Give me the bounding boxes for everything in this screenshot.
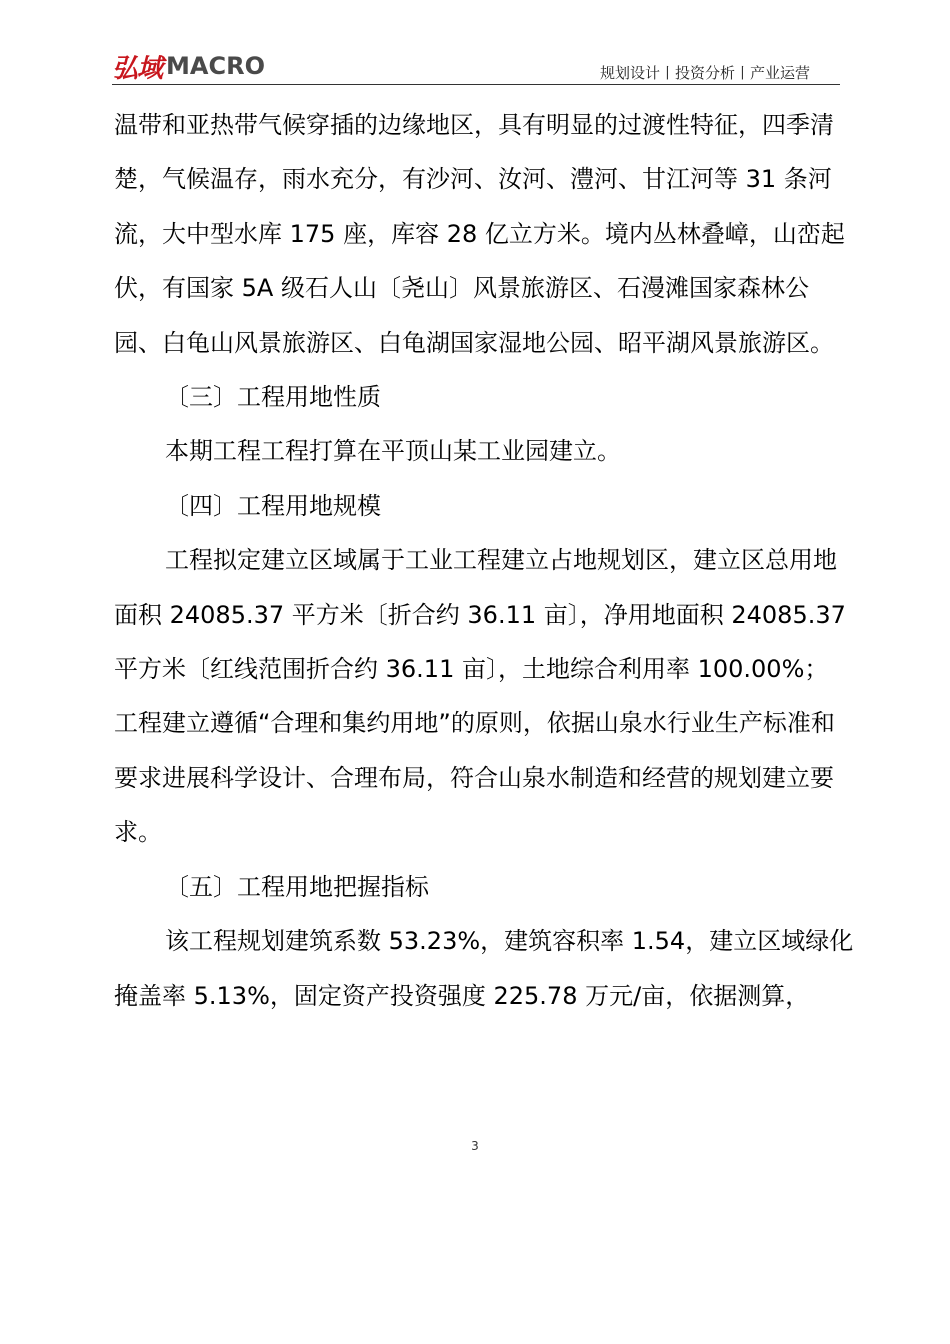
paragraph-climate-rivers: 温带和亚热带气候穿插的边缘地区，具有明显的过渡性特征，四季清楚，气候温存，雨水充分，有沙河、汝河、澧河、甘江河等 31 条河流，大中型水库 175 座，库容 28 亿立方米。境内丛林叠嶂，山峦起伏，有国家 5A 级石人山〔尧山〕风景旅游区、石漫滩国家森林公园、白龟山风景旅游区、白龟湖国家湿地公园、昭平湖风景旅游区。 xyxy=(114,111,845,357)
document-body xyxy=(114,98,854,1023)
section-heading-land-nature: 〔三〕工程用地性质 xyxy=(165,383,381,412)
page-number: 3 xyxy=(471,1139,479,1153)
section-heading-land-indicators: 〔五〕工程用地把握指标 xyxy=(165,872,429,901)
paragraph-land-indicators: 该工程规划建筑系数 53.23%，建筑容积率 1.54，建立区域绿化掩盖率 5.13%，固定资产投资强度 225.78 万元/亩，依据测算， xyxy=(114,927,854,1010)
page-header xyxy=(112,48,840,86)
paragraph-land-nature: 本期工程工程打算在平顶山某工业园建立。 xyxy=(165,437,621,466)
paragraph-land-scale: 工程拟定建立区域属于工业工程建立占地规划区，建立区总用地面积 24085.37 平方米〔折合约 36.11 亩〕，净用地面积 24085.37 平方米〔红线范围折合约 36.11 亩〕，土地综合利用率 100.00%； 工程建立遵循“合理和集约用地”的原则，依据山泉水行业生产标准和要求进展科学设计、合理布局，符合山泉水制造和经营的规划建立要求。 xyxy=(114,546,846,847)
logo-mark: 弘域 xyxy=(112,53,163,84)
company-logo xyxy=(112,50,265,82)
logo-text: MACRO xyxy=(166,52,265,80)
header-tagline: 规划设计丨投资分析丨产业运营 xyxy=(599,64,810,82)
section-heading-land-scale: 〔四〕工程用地规模 xyxy=(165,491,381,520)
header-divider xyxy=(112,84,840,85)
